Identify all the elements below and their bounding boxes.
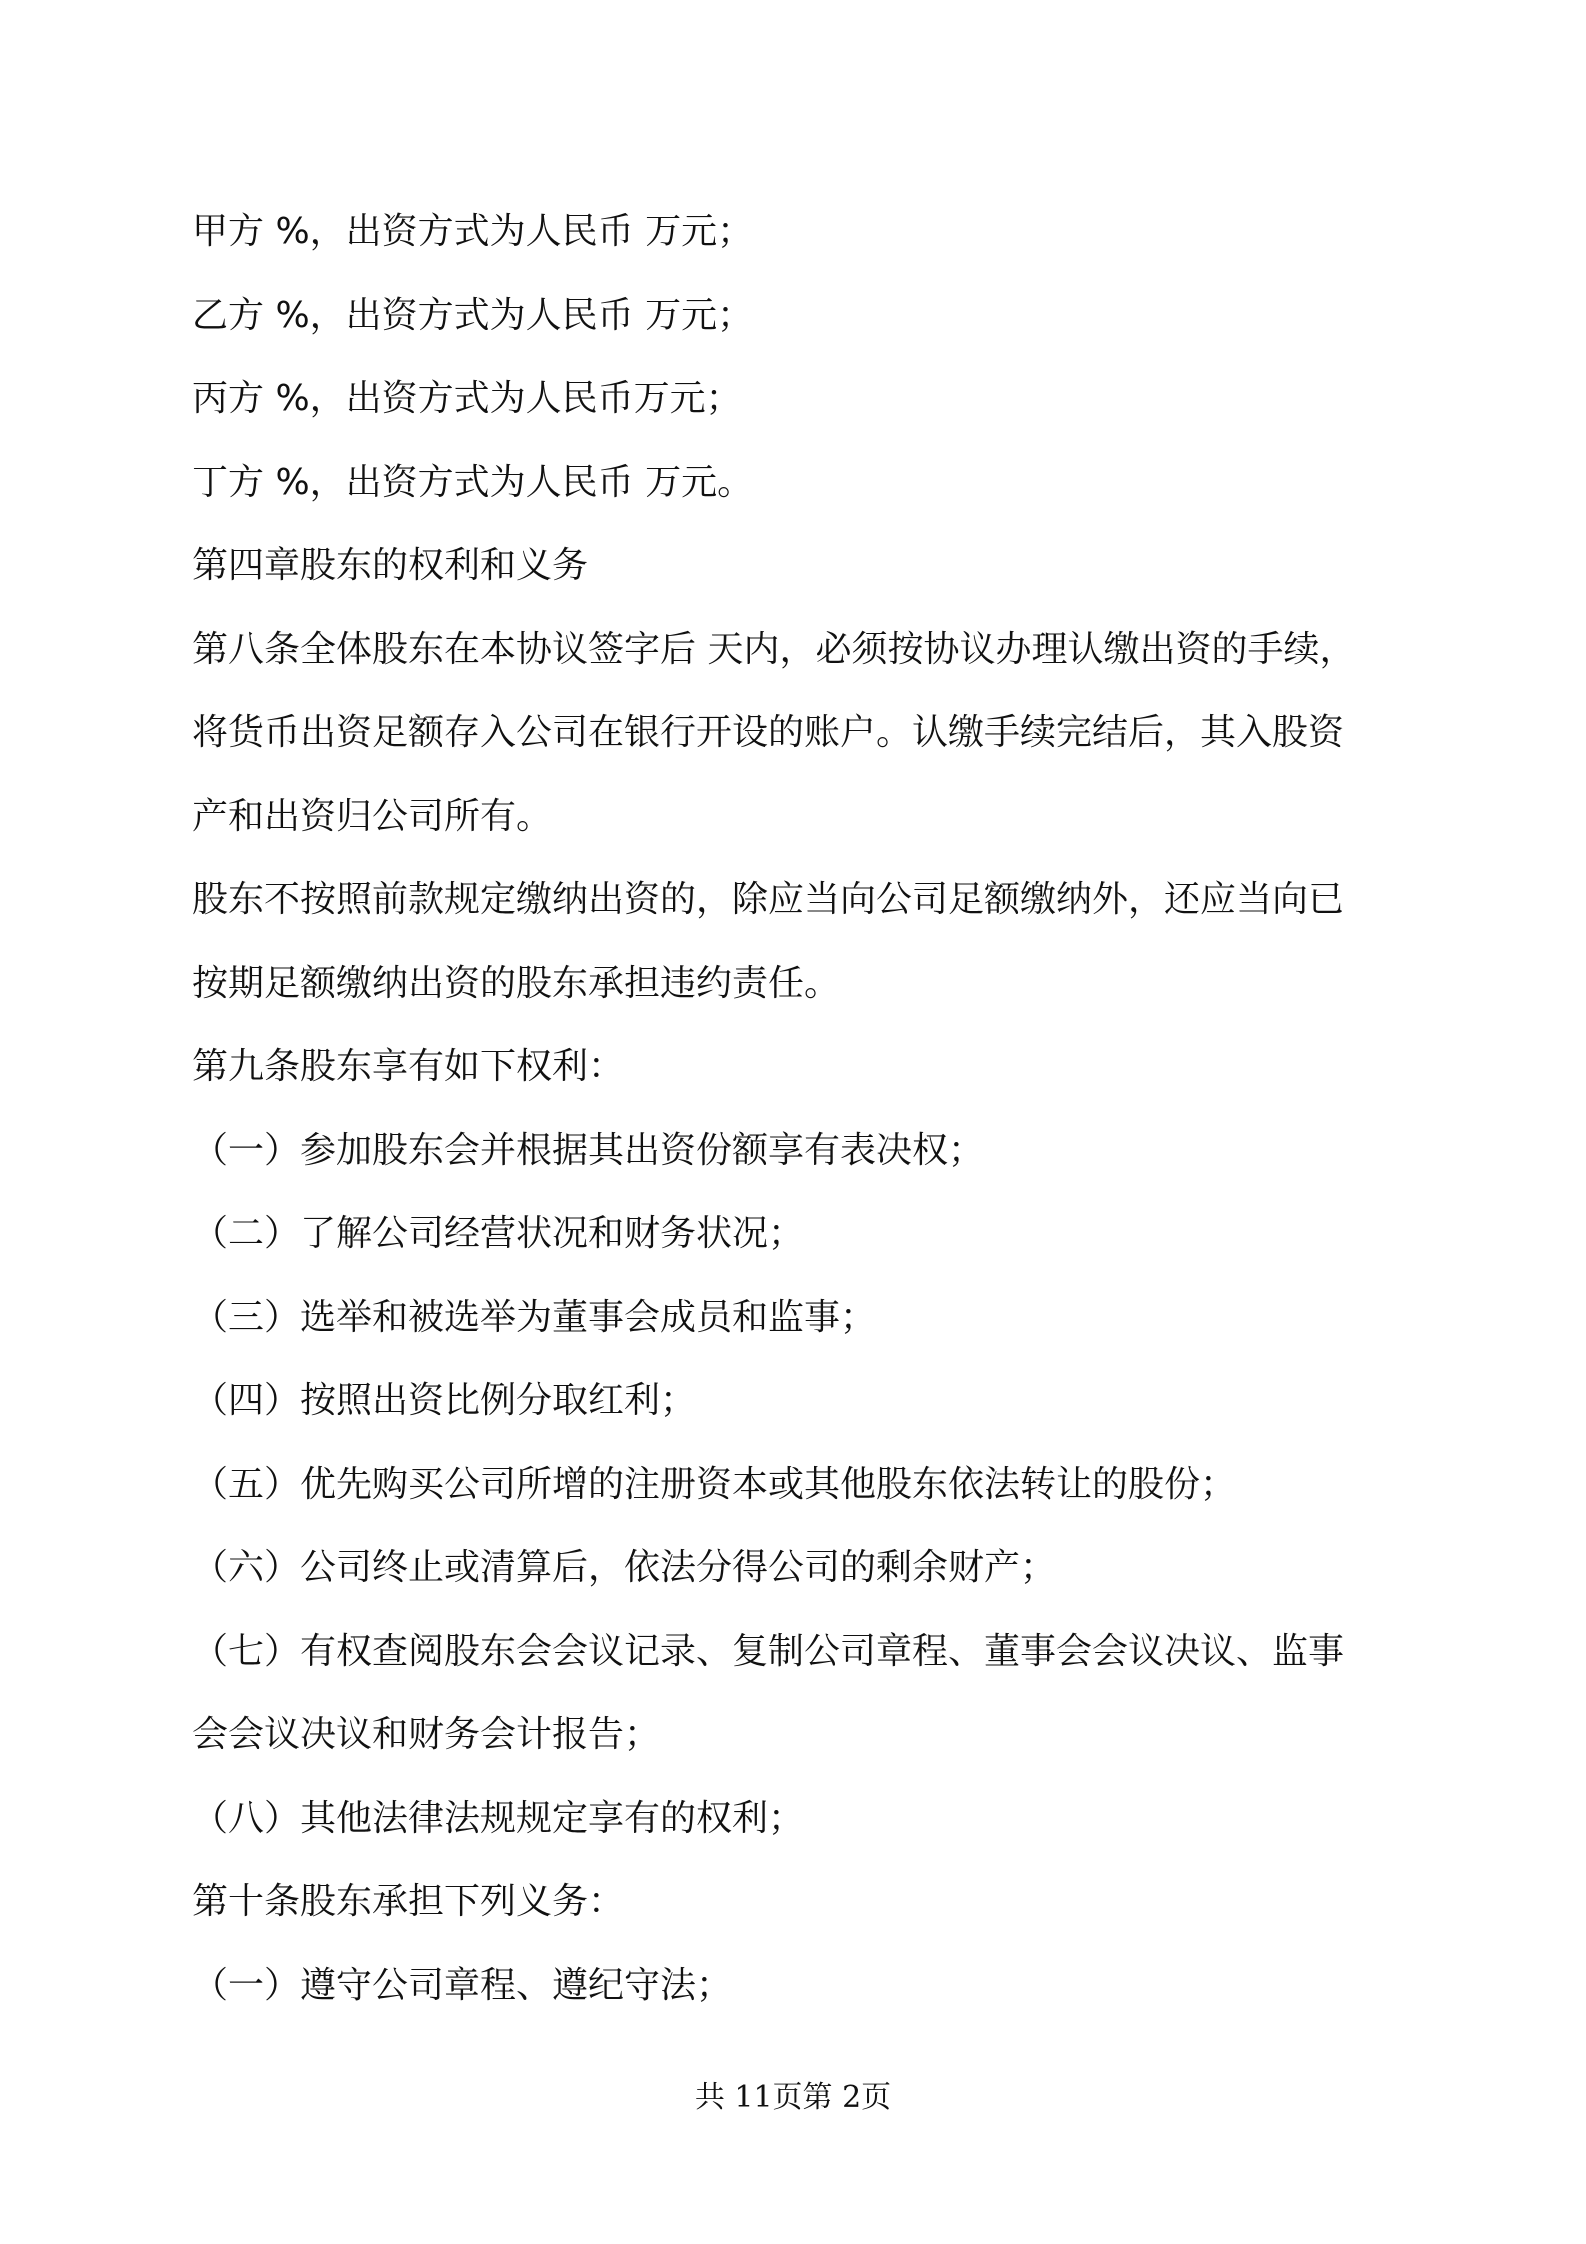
article-9-item-5: （五）优先购买公司所增的注册资本或其他股东依法转让的股份； (192, 1463, 1237, 1505)
article-8-para-2-line-1: 股东不按照前款规定缴纳出资的，除应当向公司足额缴纳外，还应当向已 (192, 879, 1345, 920)
article-8-line-1: 第八条全体股东在本协议签字后 天内，必须按协议办理认缴出资的手续， (192, 628, 1356, 670)
article-9-item-8: （八）其他法律法规规定享有的权利； (192, 1797, 805, 1839)
contribution-line-party-a: 甲方 %，出资方式为人民币 万元； (192, 211, 754, 252)
article-8-para-2-line-2: 按期足额缴纳出资的股东承担违约责任。 (192, 962, 841, 1004)
article-10-heading: 第十条股东承担下列义务： (192, 1881, 625, 1922)
article-10-item-1: （一）遵守公司章程、遵纪守法； (192, 1964, 733, 2006)
document-body (192, 190, 1422, 2027)
article-8-line-3: 产和出资归公司所有。 (192, 795, 553, 837)
article-9-item-1: （一）参加股东会并根据其出资份额享有表决权； (192, 1129, 985, 1171)
contribution-line-party-d: 丁方 %，出资方式为人民币 万元。 (192, 461, 754, 503)
article-9-item-2: （二）了解公司经营状况和财务状况； (192, 1213, 805, 1254)
article-9-item-6: （六）公司终止或清算后，依法分得公司的剩余财产； (192, 1547, 1057, 1588)
article-8-line-2: 将货币出资足额存入公司在银行开设的账户。认缴手续完结后，其入股资 (192, 712, 1345, 753)
article-9-heading: 第九条股东享有如下权利： (192, 1046, 625, 1087)
article-9-item-7-line-2: 会会议决议和财务会计报告； (192, 1714, 661, 1755)
article-9-item-3: （三）选举和被选举为董事会成员和监事； (192, 1296, 877, 1338)
chapter-heading-4: 第四章股东的权利和义务 (192, 545, 589, 586)
page-footer: 共 11页第 2页 (694, 2080, 892, 2115)
contribution-line-party-b: 乙方 %，出资方式为人民币 万元； (192, 294, 754, 336)
article-9-item-4: （四）按照出资比例分取红利； (192, 1380, 697, 1421)
article-9-item-7-line-1: （七）有权查阅股东会会议记录、复制公司章程、董事会会议决议、监事 (192, 1630, 1345, 1672)
contribution-line-party-c: 丙方 %，出资方式为人民币万元； (192, 378, 742, 419)
